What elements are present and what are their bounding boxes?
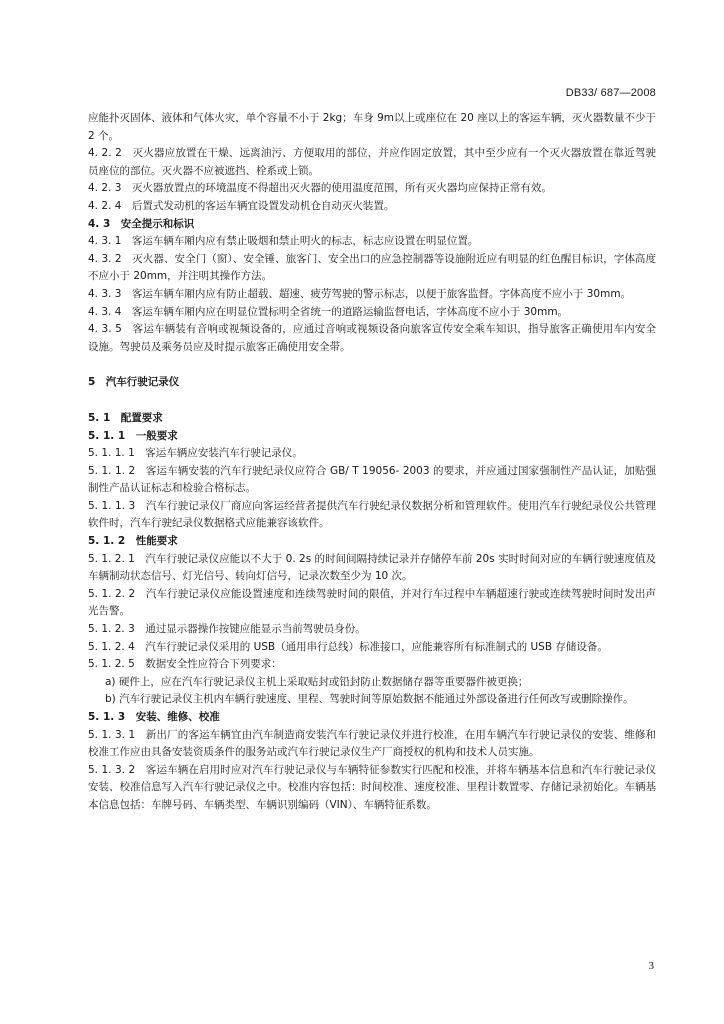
- clause-4-2-3: 4. 2. 3 灭火器放置点的环境温度不得超出灭火器的使用温度范围，所有灭火器均应保持正常有效。: [88, 182, 552, 195]
- section-heading-4-3: 4. 3 安全提示和标识: [88, 217, 195, 230]
- clause-5-1-1-3: 5. 1. 1. 3 汽车行驶记录仪厂商应向客运经营者提供汽车行驶纪录仪数据分析和管理软件。使用汽车行驶纪录仪公共管理软件时，汽车行驶纪录仪数据格式应能兼容该软件。: [88, 499, 656, 530]
- list-item-a: a) 硬件上，应在汽车行驶记录仪主机上采取贴封或铅封防止数据储存器等重要器件被更换；: [105, 675, 529, 688]
- section-heading-5-1-1: 5. 1. 1 一般要求: [88, 429, 178, 442]
- section-spacer: [88, 356, 656, 374]
- list-item-b: b) 汽车行驶记录仪主机内车辆行驶速度、里程、驾驶时间等原始数据不能通过外部设备进行任何改写或删除操作。: [105, 693, 634, 706]
- clause-5-1-1-2: 5. 1. 1. 2 客运车辆安装的汽车行驶纪录仪应符合 GB/ T 19056- 2003 的要求，并应通过国家强制性产品认证，加贴强制性产品认证标志和检验合格标志。: [88, 464, 656, 495]
- section-heading-5-1-2: 5. 1. 2 性能要求: [88, 535, 178, 548]
- clause-4-3-4: 4. 3. 4 客运车辆车厢内应在明显位置标明全省统一的道路运输监督电话，字体高度不应小于 30mm。: [88, 305, 569, 318]
- clause-5-1-3-1: 5. 1. 3. 1 新出厂的客运车辆宜由汽车制造商安装汽车行驶记录仪并进行校准，在用车辆汽车行驶记录仪的安装、维修和校准工作应由具备安装资质条件的服务站或汽车行驶记录仪生产厂商授权的机构和技术人员实施。: [88, 728, 656, 759]
- clause-5-1-2-5: 5. 1. 2. 5 数据安全性应符合下列要求：: [88, 658, 282, 671]
- paragraph-fire-extinguisher-capacity: 应能扑灭固体、液体和气体火灾，单个容量不小于 2kg；车身 9m以上或座位在 20 座以上的客运车辆，灭火器数量不少于 2 个。: [88, 112, 656, 142]
- document-code: DB33/ 687—2008: [565, 87, 656, 99]
- section-heading-5-1: 5. 1 配置要求: [88, 411, 163, 424]
- chapter-heading-5: 5 汽车行驶记录仪: [88, 376, 180, 389]
- section-spacer: [88, 392, 656, 410]
- clause-4-3-3: 4. 3. 3 客运车辆车厢内应有防止超载、超速、疲劳驾驶的警示标志，以便于旅客监督。字体高度不应小于 30mm。: [88, 287, 632, 300]
- document-body: [88, 110, 656, 815]
- clause-4-3-5: 4. 3. 5 客运车辆装有音响或视频设备的，应通过音响或视频设备向旅客宣传安全乘车知识，指导旅客正确使用车内安全设施。驾驶员及乘务员应及时提示旅客正确使用安全带。: [88, 323, 656, 353]
- clause-5-1-2-2: 5. 1. 2. 2 汽车行驶记录仪应能设置速度和连续驾驶时间的限值，并对行车过程中车辆超速行驶或连续驾驶时间时发出声光告警。: [88, 587, 656, 618]
- section-heading-5-1-3: 5. 1. 3 安装、维修、校准: [88, 711, 220, 723]
- page-number: 3: [648, 960, 654, 972]
- clause-5-1-2-4: 5. 1. 2. 4 汽车行驶记录仪采用的 USB（通用串行总线）标准接口，应能兼容所有标准制式的 USB 存储设备。: [88, 640, 608, 653]
- clause-5-1-2-3: 5. 1. 2. 3 通过显示器操作按键应能显示当前驾驶员身份。: [88, 623, 366, 636]
- clause-5-1-2-1: 5. 1. 2. 1 汽车行驶记录仪应能以不大于 0. 2s 的时间间隔持续记录并存储停车前 20s 实时时间对应的车辆行驶速度值及车辆制动状态信号、灯光信号、转向灯信号，记录次数至少为 10 次。: [88, 552, 656, 583]
- clause-5-1-1-1: 5. 1. 1. 1 客运车辆应安装汽车行驶记录仪。: [88, 447, 303, 460]
- clause-4-3-1: 4. 3. 1 客运车辆车厢内应有禁止吸烟和禁止明火的标志，标志应设置在明显位置。: [88, 235, 479, 248]
- clause-4-2-2: 4. 2. 2 灭火器应放置在干燥、远离油污、方便取用的部位，并应作固定放置，其中至少应有一个灭火器放置在靠近驾驶员座位的部位。灭火器不应被遮挡、栓系或上锁。: [88, 147, 656, 177]
- clause-4-3-2: 4. 3. 2 灭火器、安全门（窗）、安全锤、旅客门、安全出口的应急控制器等设施附近应有明显的红色醒目标识，字体高度不应小于 20mm，并注明其操作方法。: [88, 252, 656, 283]
- clause-4-2-4: 4. 2. 4 后置式发动机的客运车辆宜设置发动机仓自动灭火装置。: [88, 199, 395, 212]
- clause-5-1-3-2: 5. 1. 3. 2 客运车辆在启用时应对汽车行驶记录仪与车辆特征参数实行匹配和校准，并将车辆基本信息和汽车行驶记录仪安装、校准信息写入汽车行驶记录仪之中。校准内容包括：时间校准、速度校准、里程计数置零、存储记录初始化。车辆基本信息包括：车牌号码、车辆类型、车辆识别编码（VIN）、车辆特征系数。: [88, 763, 656, 811]
